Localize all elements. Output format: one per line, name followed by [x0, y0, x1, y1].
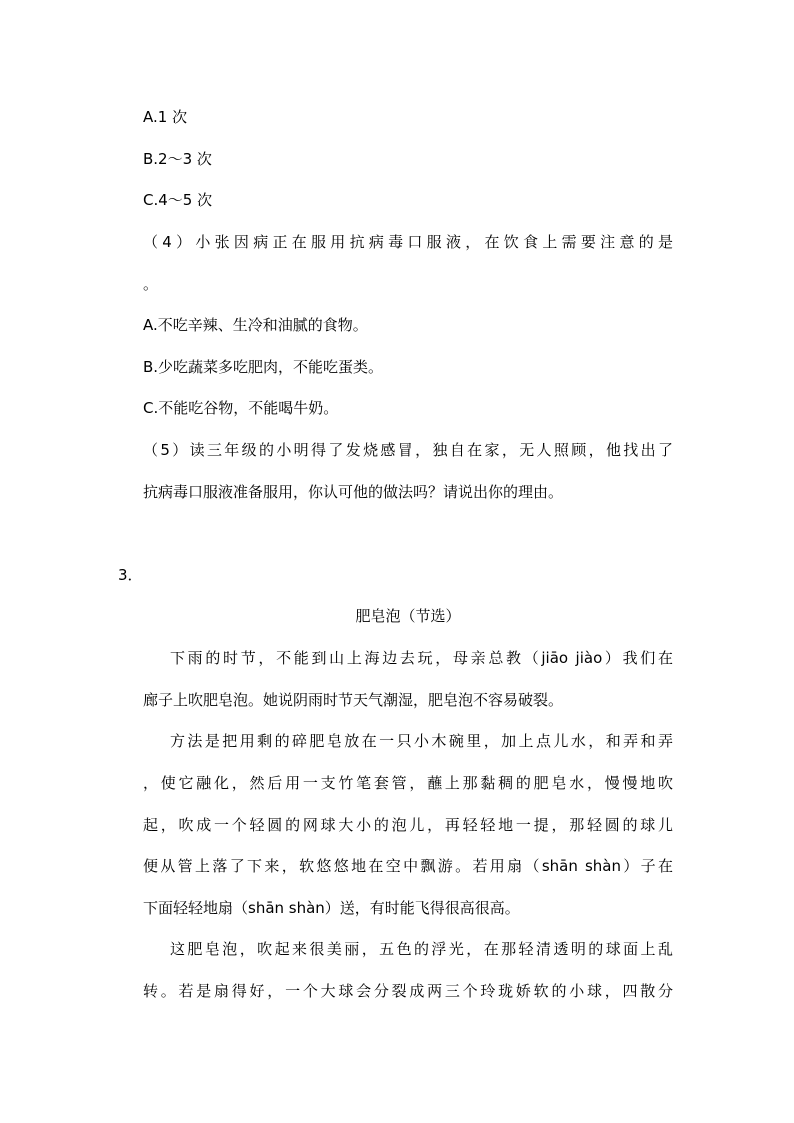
passage-line: 下面轻轻地扇（shān shàn）送，有时能飞得很高很高。 [143, 899, 520, 917]
passage-line: 起，吹成一个轻圆的网球大小的泡儿，再轻轻地一提，那轻圆的球儿 [143, 816, 673, 834]
passage-line: 便从管上落了下来，软悠悠地在空中飘游。若用扇（shān shàn）子在 [143, 857, 673, 875]
option-c-diet: C.不能吃谷物，不能喝牛奶。 [143, 399, 339, 417]
option-c-frequency: C.4～5 次 [143, 191, 213, 209]
option-b-diet: B.少吃蔬菜多吃肥肉，不能吃蛋类。 [143, 358, 384, 376]
question-4-text: （4）小张因病正在服用抗病毒口服液，在饮食上需要注意的是 [143, 233, 673, 251]
option-a-frequency: A.1 次 [143, 108, 188, 126]
passage-title: 肥皂泡（节选） [355, 607, 461, 625]
option-a-diet: A.不吃辛辣、生冷和油腻的食物。 [143, 316, 368, 334]
passage-line: 转。若是扇得好，一个大球会分裂成两三个玲珑娇软的小球，四散分 [143, 982, 673, 1000]
passage-line: ，使它融化，然后用一支竹笔套管，蘸上那黏稠的肥皂水，慢慢地吹 [143, 774, 673, 792]
question-3-number: 3． [118, 566, 143, 584]
passage-line: 方法是把用剩的碎肥皂放在一只小木碗里，加上点儿水，和弄和弄 [170, 732, 673, 750]
option-b-frequency: B.2～3 次 [143, 150, 212, 168]
question-4-blank-end: 。 [143, 275, 159, 293]
question-5-text-line-2: 抗病毒口服液准备服用，你认可他的做法吗？请说出你的理由。 [143, 483, 564, 501]
passage-line: 下雨的时节，不能到山上海边去玩，母亲总教（jiāo jiào）我们在 [170, 649, 673, 667]
question-5-text-line-1: （5）读三年级的小明得了发烧感冒，独自在家，无人照顾，他找出了 [143, 441, 673, 459]
passage-line: 这肥皂泡，吹起来很美丽，五色的浮光，在那轻清透明的球面上乱 [170, 940, 673, 958]
passage-line: 廊子上吹肥皂泡。她说阴雨时节天气潮湿，肥皂泡不容易破裂。 [143, 691, 564, 709]
